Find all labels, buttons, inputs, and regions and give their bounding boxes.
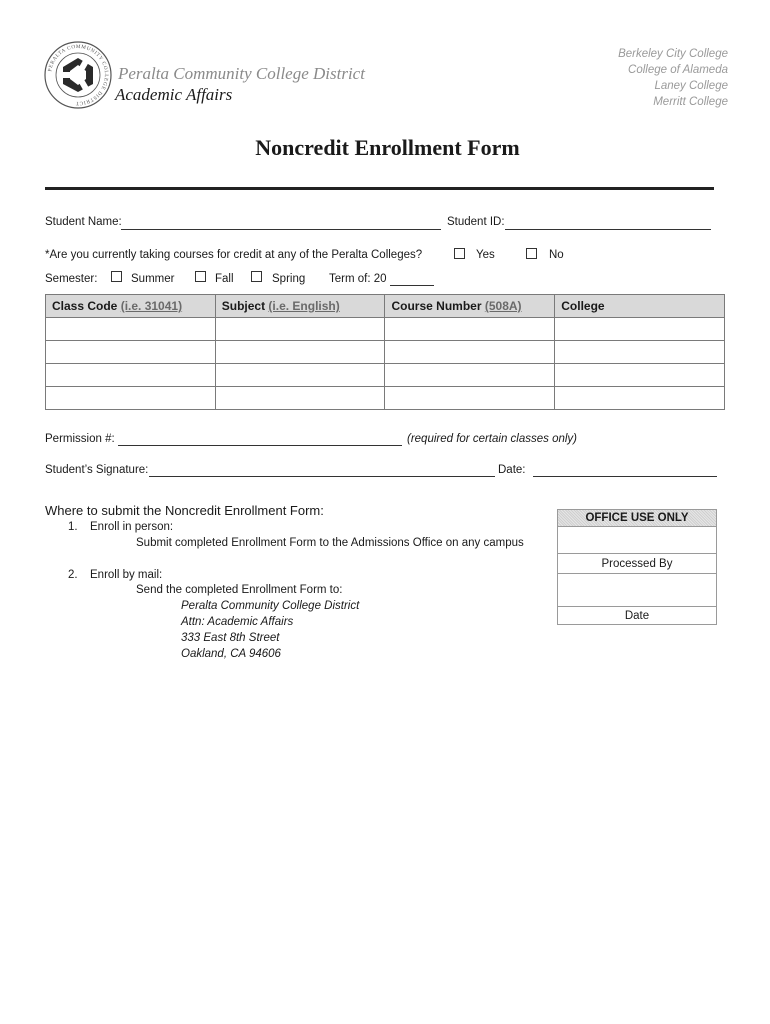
- table-cell[interactable]: [555, 318, 725, 341]
- table-cell[interactable]: [385, 387, 555, 410]
- step2-title: Enroll by mail:: [90, 569, 163, 581]
- mail-address-line: 333 East 8th Street: [181, 632, 280, 644]
- table-cell[interactable]: [46, 364, 216, 387]
- col-class-code: [46, 295, 216, 318]
- mail-address-line: Oakland, CA 94606: [181, 648, 281, 660]
- summer-checkbox[interactable]: [111, 271, 122, 282]
- yes-label: Yes: [476, 249, 495, 261]
- permission-note: (required for certain classes only): [407, 433, 578, 445]
- table-cell[interactable]: [555, 341, 725, 364]
- table-cell[interactable]: [215, 318, 385, 341]
- col-course-number-example: (508A): [484, 299, 522, 313]
- col-subject-example: (i.e. English): [268, 299, 340, 313]
- credit-question: *Are you currently taking courses for credit at any of the Peralta Colleges?: [45, 249, 423, 261]
- no-label: No: [549, 249, 564, 261]
- summer-label: Summer: [131, 273, 175, 285]
- table-cell[interactable]: [46, 318, 216, 341]
- office-divider: [557, 553, 717, 554]
- spring-label: Spring: [272, 273, 306, 285]
- fall-checkbox[interactable]: [195, 271, 206, 282]
- col-college: [555, 295, 725, 318]
- office-divider: [557, 573, 717, 574]
- college-laney: Laney College: [654, 80, 728, 92]
- step2-detail: Send the completed Enrollment Form to:: [136, 584, 343, 596]
- table-row: [46, 318, 725, 341]
- district-seal-logo: [43, 40, 113, 110]
- office-divider: [557, 526, 717, 527]
- date-label: Date:: [498, 464, 526, 476]
- title-divider: [45, 187, 714, 190]
- college-merritt: Merritt College: [653, 96, 728, 108]
- table-cell[interactable]: [385, 364, 555, 387]
- col-course-number-label: Course Number: [391, 299, 482, 313]
- table-header-row: [46, 295, 725, 318]
- table-cell[interactable]: [555, 364, 725, 387]
- college-berkeley: Berkeley City College: [618, 48, 728, 60]
- yes-checkbox[interactable]: [454, 248, 465, 259]
- office-use-heading: OFFICE USE ONLY: [558, 510, 716, 526]
- term-of-label: Term of: 20: [329, 273, 387, 285]
- processed-by-label: Processed By: [601, 558, 673, 570]
- spring-checkbox[interactable]: [251, 271, 262, 282]
- table-cell[interactable]: [215, 341, 385, 364]
- submit-heading: Where to submit the Noncredit Enrollment Form:: [45, 503, 324, 518]
- office-divider: [557, 606, 717, 607]
- table-cell[interactable]: [46, 387, 216, 410]
- fall-label: Fall: [215, 273, 234, 285]
- signature-label: Student’s Signature:: [45, 464, 149, 476]
- step1-number: 1.: [68, 521, 78, 533]
- step1-title: Enroll in person:: [90, 521, 174, 533]
- table-cell[interactable]: [555, 387, 725, 410]
- mail-address-line: Attn: Academic Affairs: [181, 616, 294, 628]
- table-cell[interactable]: [385, 318, 555, 341]
- permission-field[interactable]: [118, 445, 402, 446]
- college-list: [618, 46, 728, 110]
- seal-text: PERALTA COMMUNITY COLLEGE DISTRICT: [47, 43, 110, 107]
- col-class-code-example: (i.e. 31041): [120, 299, 183, 313]
- col-course-number: [385, 295, 555, 318]
- office-date-label: Date: [624, 610, 650, 622]
- student-name-field[interactable]: [121, 229, 441, 230]
- table-row: [46, 364, 725, 387]
- college-alameda: College of Alameda: [628, 64, 728, 76]
- signature-field[interactable]: [149, 476, 495, 477]
- table-cell[interactable]: [46, 341, 216, 364]
- table-cell[interactable]: [385, 341, 555, 364]
- col-subject: [215, 295, 385, 318]
- student-id-label: Student ID:: [447, 216, 505, 228]
- col-college-label: College: [561, 299, 605, 313]
- semester-label: Semester:: [45, 273, 98, 285]
- term-year-field[interactable]: [390, 285, 434, 286]
- student-name-label: Student Name:: [45, 216, 122, 228]
- course-table: [45, 294, 725, 410]
- permission-label: Permission #:: [45, 433, 115, 445]
- col-class-code-label: Class Code: [52, 299, 118, 313]
- table-row: [46, 341, 725, 364]
- step1-detail: Submit completed Enrollment Form to the Admissions Office on any campus: [136, 537, 524, 549]
- step2-number: 2.: [68, 569, 78, 581]
- table-cell[interactable]: [215, 364, 385, 387]
- col-subject-label: Subject: [221, 299, 266, 313]
- student-id-field[interactable]: [505, 229, 711, 230]
- dept-name: Academic Affairs: [115, 85, 233, 104]
- mail-address-line: Peralta Community College District: [181, 600, 360, 612]
- table-cell[interactable]: [215, 387, 385, 410]
- form-title: Noncredit Enrollment Form: [255, 135, 520, 160]
- table-row: [46, 387, 725, 410]
- org-name: Peralta Community College District: [118, 64, 365, 83]
- date-field[interactable]: [533, 476, 717, 477]
- no-checkbox[interactable]: [526, 248, 537, 259]
